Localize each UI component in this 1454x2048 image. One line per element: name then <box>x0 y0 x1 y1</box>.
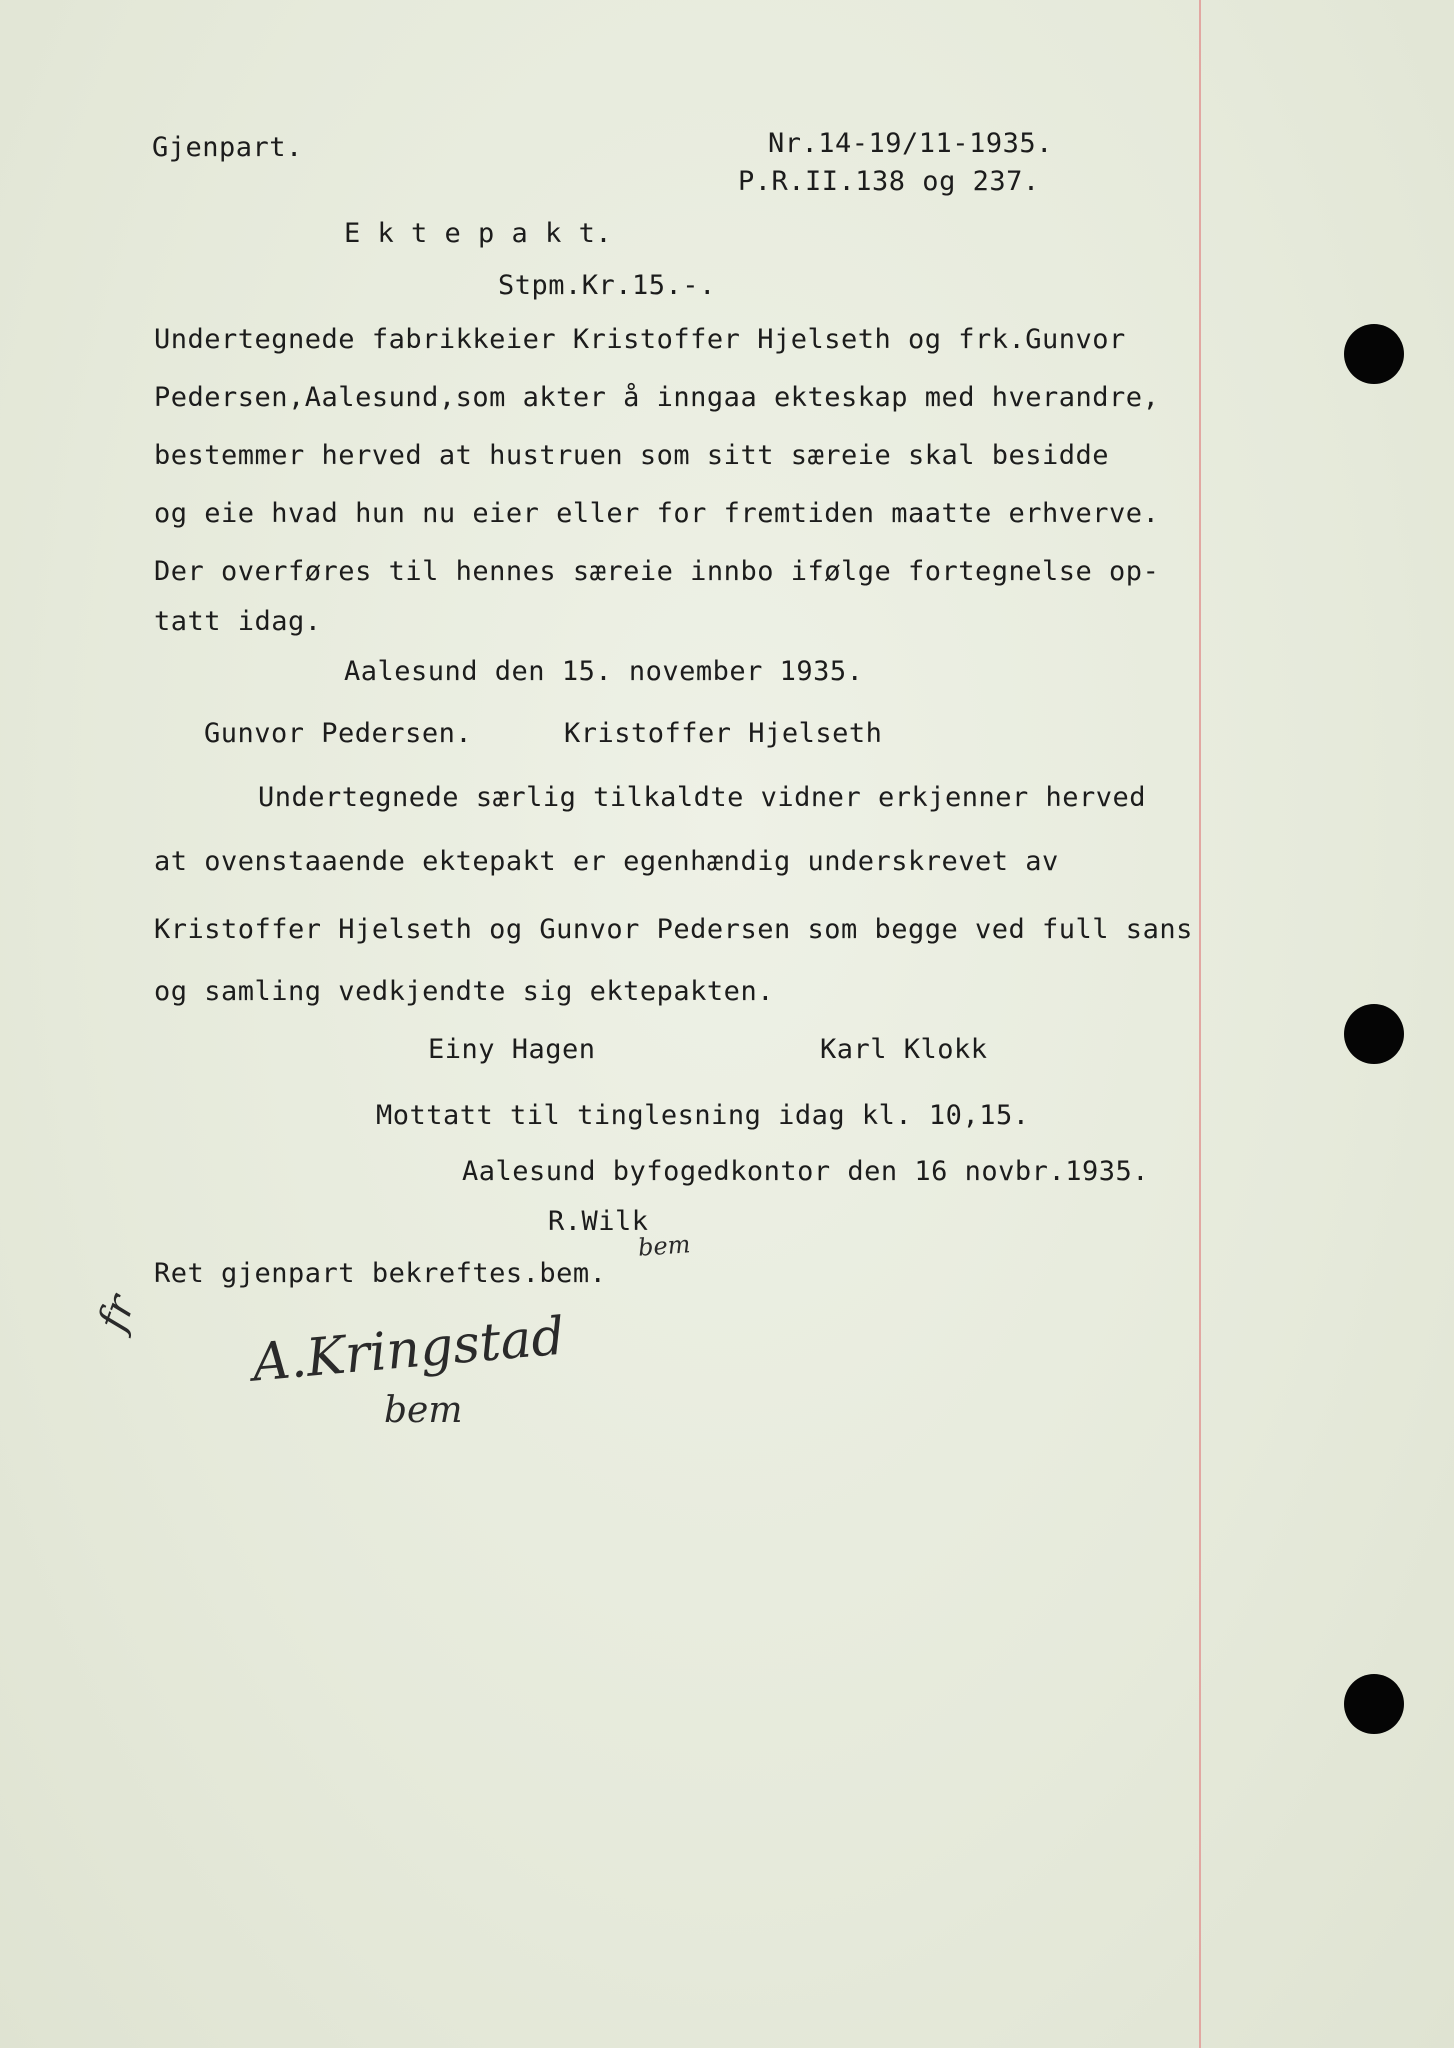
witness-line: at ovenstaaende ektepakt er egenhændig underskrevet av <box>154 846 1059 877</box>
body-line: Der overføres til hennes særeie innbo ifølge fortegnelse op- <box>154 556 1160 587</box>
witness-line: Undertegnede særlig tilkaldte vidner erkjenner herved <box>258 782 1147 813</box>
place-date: Aalesund den 15. november 1935. <box>344 656 864 687</box>
punch-hole-top <box>1344 324 1404 384</box>
certification-line: Ret gjenpart bekreftes.bem. <box>154 1258 607 1289</box>
document-title: E k t e p a k t. <box>344 218 613 249</box>
office-line: Aalesund byfogedkontor den 16 novbr.1935. <box>462 1156 1149 1187</box>
copy-label: Gjenpart. <box>152 132 303 163</box>
signatory-1: Gunvor Pedersen. <box>204 718 473 749</box>
witness-line: Kristoffer Hjelseth og Gunvor Pedersen som begge ved full sans <box>154 914 1193 945</box>
received-line: Mottatt til tinglesning idag kl. 10,15. <box>376 1100 1030 1131</box>
body-line: og eie hvad hun nu eier eller for fremtiden maatte erhverve. <box>154 498 1160 529</box>
stamp-fee: Stpm.Kr.15.-. <box>498 270 716 301</box>
body-line: bestemmer herved at hustruen som sitt særeie skal besidde <box>154 440 1110 471</box>
reference-pr: P.R.II.138 og 237. <box>738 166 1040 197</box>
punch-hole-middle <box>1344 1004 1404 1064</box>
margin-rule <box>1199 0 1201 2048</box>
body-line: Pedersen,Aalesund,som akter å inngaa ekteskap med hverandre, <box>154 382 1160 413</box>
handwritten-initial: fr <box>89 1289 145 1337</box>
handwritten-note: bem <box>384 1390 463 1431</box>
witness-line: og samling vedkjendte sig ektepakten. <box>154 976 774 1007</box>
witness-1: Einy Hagen <box>428 1034 596 1065</box>
clerk-note: bem <box>637 1230 692 1262</box>
signatory-2: Kristoffer Hjelseth <box>564 718 883 749</box>
reference-number: Nr.14-19/11-1935. <box>768 128 1053 159</box>
clerk-name: R.Wilk <box>548 1206 649 1237</box>
witness-2: Karl Klokk <box>820 1034 988 1065</box>
body-line: Undertegnede fabrikkeier Kristoffer Hjelseth og frk.Gunvor <box>154 324 1126 355</box>
punch-hole-bottom <box>1344 1674 1404 1734</box>
handwritten-signature: A.Kringstad <box>249 1306 568 1394</box>
body-line: tatt idag. <box>154 606 322 637</box>
